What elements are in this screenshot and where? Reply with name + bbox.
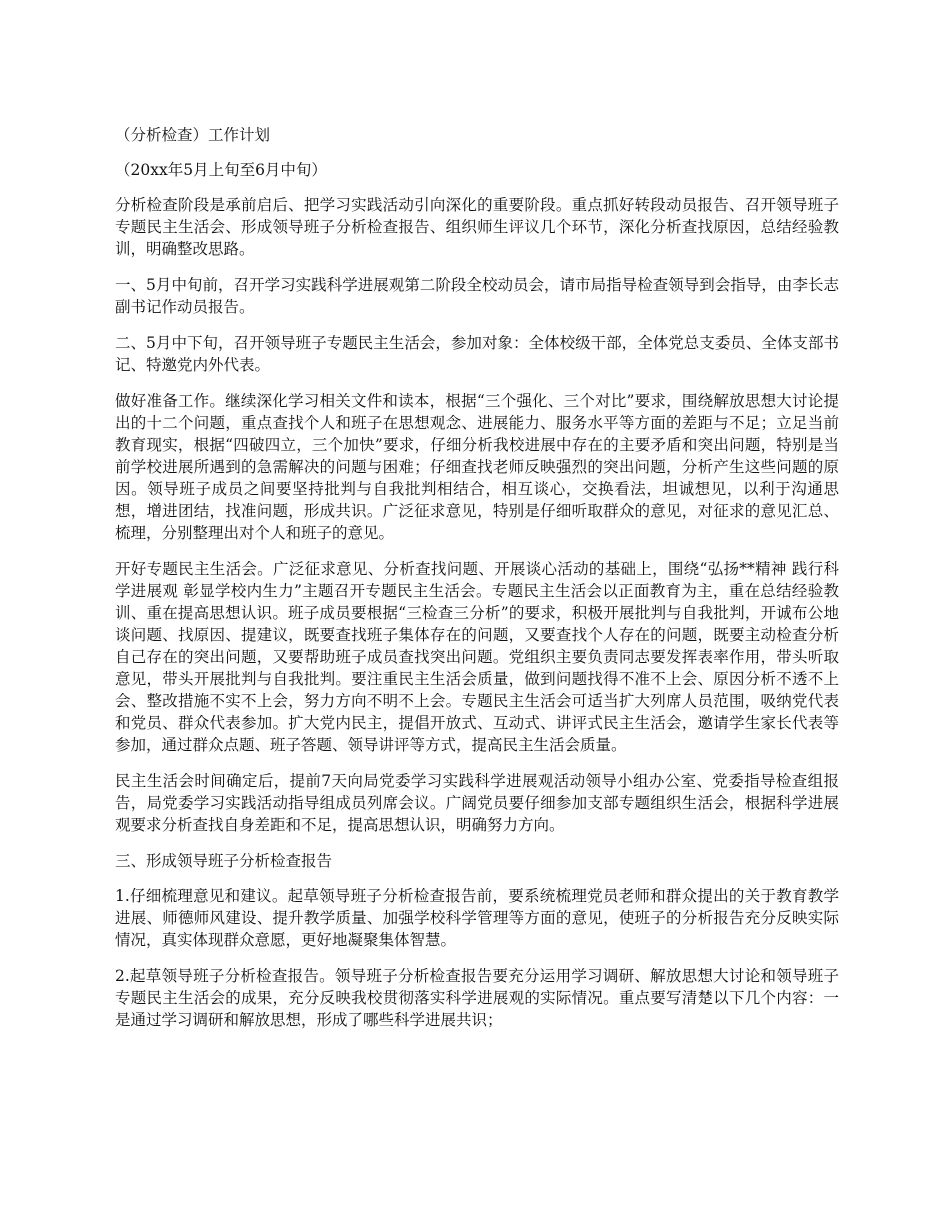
document-date-range: （20xx年5月上旬至6月中旬） [115, 161, 327, 179]
paragraph-democratic-meeting: 开好专题民主生活会。广泛征求意见、分析查找问题、开展谈心活动的基础上，围绕“弘扬**精神 践行科学进展观 彰显学校内生力”主题召开专题民主生活会。专题民主生活会以正面教育为主，重在总结经验教训、重在提高思想认识。班子成员要根据“三检查三分析”的要求，积极开展批判与自我批判，开诚布公地谈问题、找原因、提建议，既要查找班子集体存在的问题，又要查找个人存在的问题，既要主动检查分析自己存在的突出问题，又要帮助班子成员查找突出问题。党组织主要负责同志要发挥表率作用，带头听取意见，带头开展批判与自我批判。要注重民主生活会质量，做到问题找得不准不上会、原因分析不透不上会、整改措施不实不上会，努力方向不明不上会。专题民主生活会可适当扩大列席人员范围，吸纳党代表和党员、群众代表参加。扩大党内民主，提倡开放式、互动式、讲评式民主生活会，邀请学生家长代表等参加，通过群众点题、班子答题、领导讲评等方式，提高民主生活会质量。 [115, 560, 839, 754]
paragraph-preparation: 做好准备工作。继续深化学习相关文件和读本，根据“三个强化、三个对比”要求，围绕解放思想大讨论提出的十二个问题，重点查找个人和班子在思想观念、进展能力、服务水平等方面的差距与不足；立足当前教育现实，根据“四破四立，三个加快”要求，仔细分析我校进展中存在的主要矛盾和突出问题，特别是当前学校进展所遇到的急需解决的问题与困难；仔细查找老师反映强烈的突出问题，分析产生这些问题的原因。领导班子成员之间要坚持批判与自我批判相结合，相互谈心，交换看法，坦诚想见，以利于沟通思想，增进团结，找准问题，形成共识。广泛征求意见，特别是仔细听取群众的意见，对征求的意见汇总、梳理，分别整理出对个人和班子的意见。 [115, 392, 839, 542]
document-page [115, 124, 839, 1045]
paragraph-meeting-schedule: 民主生活会时间确定后，提前7天向局党委学习实践科学进展观活动领导小组办公室、党委指导检查组报告，局党委学习实践活动指导组成员列席会议。广阔党员要仔细参加支部专题组织生活会，根据科学进展观要求分析查找自身差距和不足，提高思想认识，明确努力方向。 [115, 772, 839, 834]
paragraph-item-one: 1.仔细梳理意见和建议。起草领导班子分析检查报告前，要系统梳理党员老师和群众提出的关于教育教学进展、师德师风建设、提升教学质量、加强学校科学管理等方面的意见，使班子的分析报告充分反映实际情况，真实体现群众意愿，更好地凝聚集体智慧。 [115, 887, 839, 949]
paragraph-item-two: 2.起草领导班子分析检查报告。领导班子分析检查报告要充分运用学习调研、解放思想大讨论和领导班子专题民主生活会的成果，充分反映我校贯彻落实科学进展观的实际情况。重点要写清楚以下几个内容：一是通过学习调研和解放思想，形成了哪些科学进展共识； [115, 967, 839, 1029]
document-title: （分析检查）工作计划 [115, 126, 271, 144]
paragraph-section-two: 二、5月中下旬，召开领导班子专题民主生活会，参加对象：全体校级干部，全体党总支委员、全体支部书记、特邀党内外代表。 [115, 334, 839, 374]
section-three-heading: 三、形成领导班子分析检查报告 [115, 852, 333, 870]
paragraph-intro: 分析检查阶段是承前启后、把学习实践活动引向深化的重要阶段。重点抓好转段动员报告、召开领导班子专题民主生活会、形成领导班子分析检查报告、组织师生评议几个环节，深化分析查找原因，总结经验教训，明确整改思路。 [115, 196, 839, 258]
paragraph-section-one: 一、5月中旬前，召开学习实践科学进展观第二阶段全校动员会，请市局指导检查领导到会指导，由李长志副书记作动员报告。 [115, 276, 839, 316]
